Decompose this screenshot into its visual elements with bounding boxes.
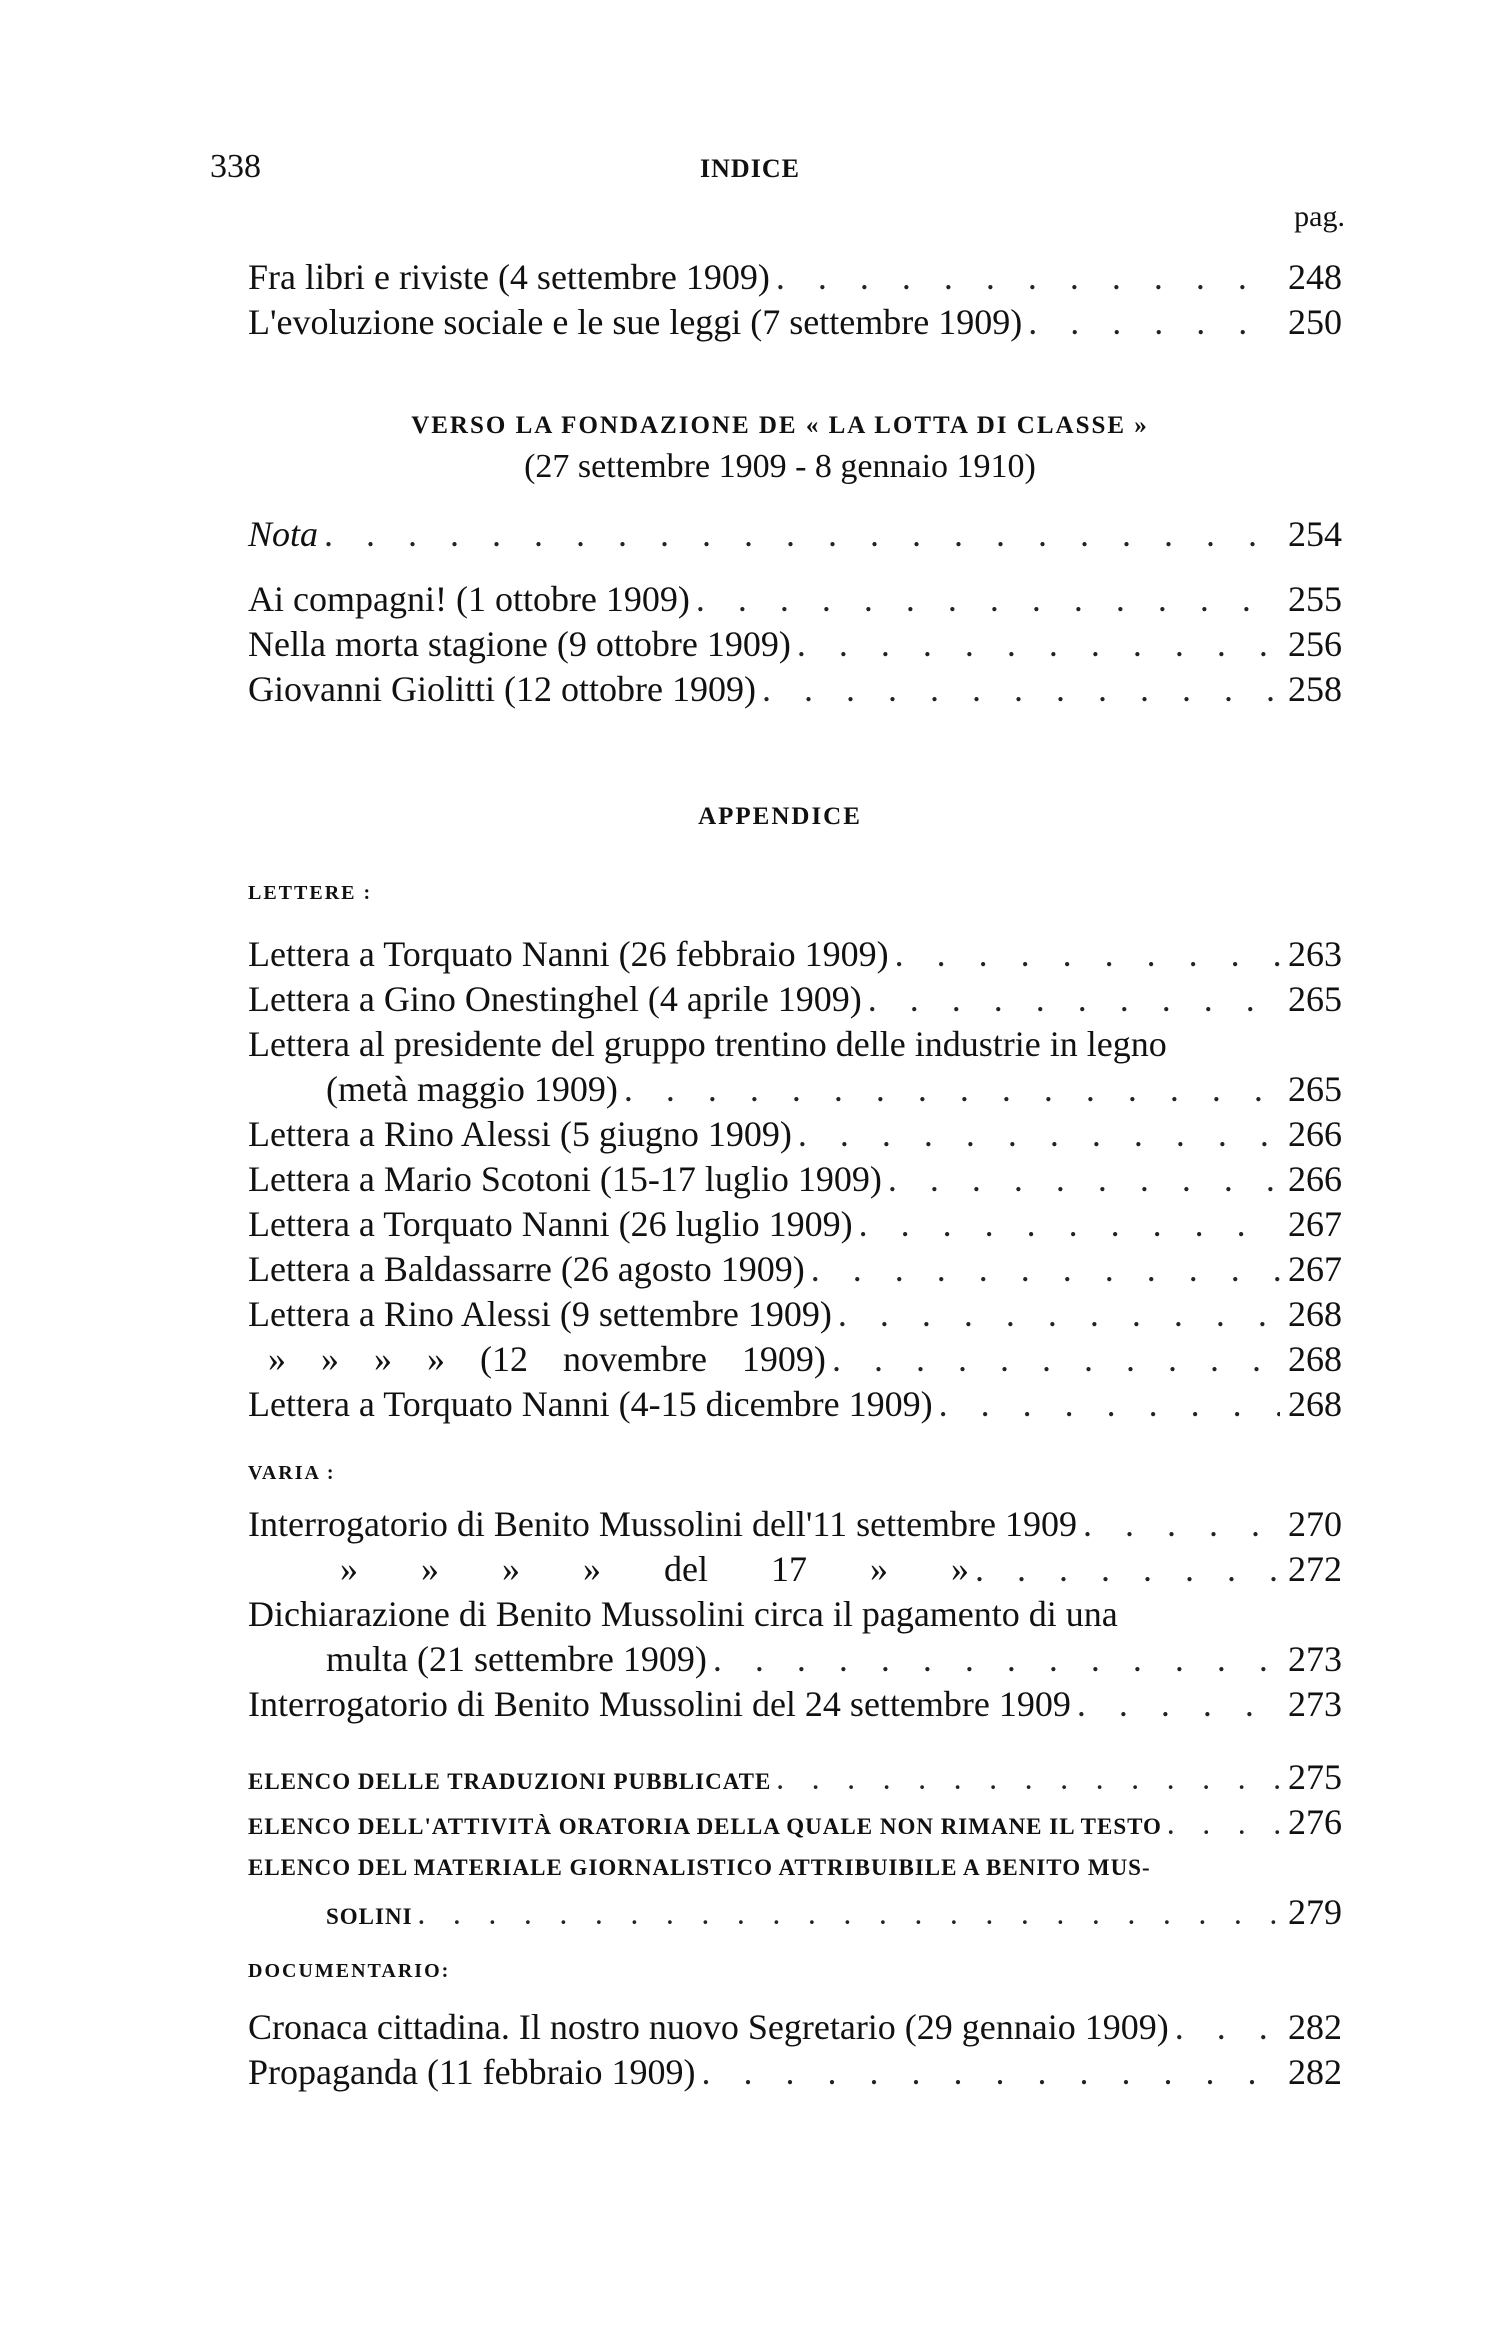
page-number: 338 xyxy=(210,148,261,185)
section-title: VERSO LA FONDAZIONE DE « LA LOTTA DI CLASSE » xyxy=(411,412,1149,439)
toc-entry[interactable]: SOLINI . . . 279 xyxy=(248,1890,1342,1935)
toc-entry[interactable]: Cronaca cittadina. Il nostro nuovo Segretario (29 gennaio 1909) . . . 282 xyxy=(248,2005,1342,2050)
toc-block-2 xyxy=(248,512,1342,712)
lettere-list xyxy=(248,932,1342,1427)
toc-entry[interactable]: Lettera a Gino Onestinghel (4 aprile 1909) . . . 265 xyxy=(248,977,1342,1022)
section-subtitle: (27 settembre 1909 - 8 gennaio 1910) xyxy=(524,448,1036,485)
toc-entry[interactable]: » » » » del 17 » » . . . 272 xyxy=(248,1547,1342,1592)
toc-entry[interactable]: Lettera a Torquato Nanni (26 luglio 1909) . . . 267 xyxy=(248,1202,1342,1247)
toc-entry[interactable]: L'evoluzione sociale e le sue leggi (7 settembre 1909) . . . 250 xyxy=(248,300,1342,345)
varia-list xyxy=(248,1502,1342,1727)
toc-entry[interactable]: Nella morta stagione (9 ottobre 1909) . . . 256 xyxy=(248,622,1342,667)
toc-entry[interactable]: Interrogatorio di Benito Mussolini dell'11 settembre 1909 . . . 270 xyxy=(248,1502,1342,1547)
appendix-heading xyxy=(210,803,1350,831)
toc-entry[interactable]: multa (21 settembre 1909) . . . 273 xyxy=(248,1637,1342,1682)
documentario-label: DOCUMENTARIO: xyxy=(248,1960,451,1982)
section-heading xyxy=(210,412,1350,486)
toc-entry[interactable]: Giovanni Giolitti (12 ottobre 1909) . . . 258 xyxy=(248,667,1342,712)
toc-entry[interactable]: Lettera a Torquato Nanni (4-15 dicembre 1909) . . . 268 xyxy=(248,1382,1342,1427)
running-title: INDICE xyxy=(700,154,800,183)
pag-column-label: pag. xyxy=(1294,200,1345,233)
appendix-title: APPENDICE xyxy=(698,803,862,830)
toc-entry[interactable]: Lettera a Mario Scotoni (15-17 luglio 1909) . . . 266 xyxy=(248,1157,1342,1202)
toc-entry[interactable]: ELENCO DELL'ATTIVITÀ ORATORIA DELLA QUALE NON RIMANE IL TESTO . . . 276 xyxy=(248,1800,1342,1845)
toc-entry[interactable]: Interrogatorio di Benito Mussolini del 24 settembre 1909 . . . 273 xyxy=(248,1682,1342,1727)
documentario-list xyxy=(248,2005,1342,2095)
page-header xyxy=(210,148,1290,188)
toc-entry[interactable]: Propaganda (11 febbraio 1909) . . . 282 xyxy=(248,2050,1342,2095)
toc-entry[interactable]: » » » » (12 novembre 1909) . . . 268 xyxy=(248,1337,1342,1382)
toc-block-1 xyxy=(248,255,1342,345)
toc-entry[interactable]: Lettera a Torquato Nanni (26 febbraio 1909) . . . 263 xyxy=(248,932,1342,977)
toc-entry-line: Lettera al presidente del gruppo trentino delle industrie in legno xyxy=(248,1024,1167,1064)
toc-entry[interactable]: ELENCO DELLE TRADUZIONI PUBBLICATE . . . 275 xyxy=(248,1755,1342,1800)
toc-entry-line: ELENCO DEL MATERIALE GIORNALISTICO ATTRIBUIBILE A BENITO MUS- xyxy=(248,1855,1151,1880)
varia-label: VARIA : xyxy=(248,1462,336,1484)
toc-entry[interactable]: Lettera a Rino Alessi (5 giugno 1909) . . . 266 xyxy=(248,1112,1342,1157)
toc-entry[interactable]: Nota . . . 254 xyxy=(248,512,1342,557)
toc-entry[interactable]: Ai compagni! (1 ottobre 1909) . . . 255 xyxy=(248,577,1342,622)
toc-entry[interactable]: (metà maggio 1909) . . . 265 xyxy=(248,1067,1342,1112)
lettere-label: LETTERE : xyxy=(248,882,373,904)
toc-entry-line: Dichiarazione di Benito Mussolini circa il pagamento di una xyxy=(248,1594,1118,1634)
toc-entry[interactable]: Lettera a Baldassarre (26 agosto 1909) . . . 267 xyxy=(248,1247,1342,1292)
toc-entry[interactable]: Lettera a Rino Alessi (9 settembre 1909) . . . 268 xyxy=(248,1292,1342,1337)
toc-entry[interactable]: Fra libri e riviste (4 settembre 1909) . . . 248 xyxy=(248,255,1342,300)
elenchi-list xyxy=(248,1755,1342,1935)
